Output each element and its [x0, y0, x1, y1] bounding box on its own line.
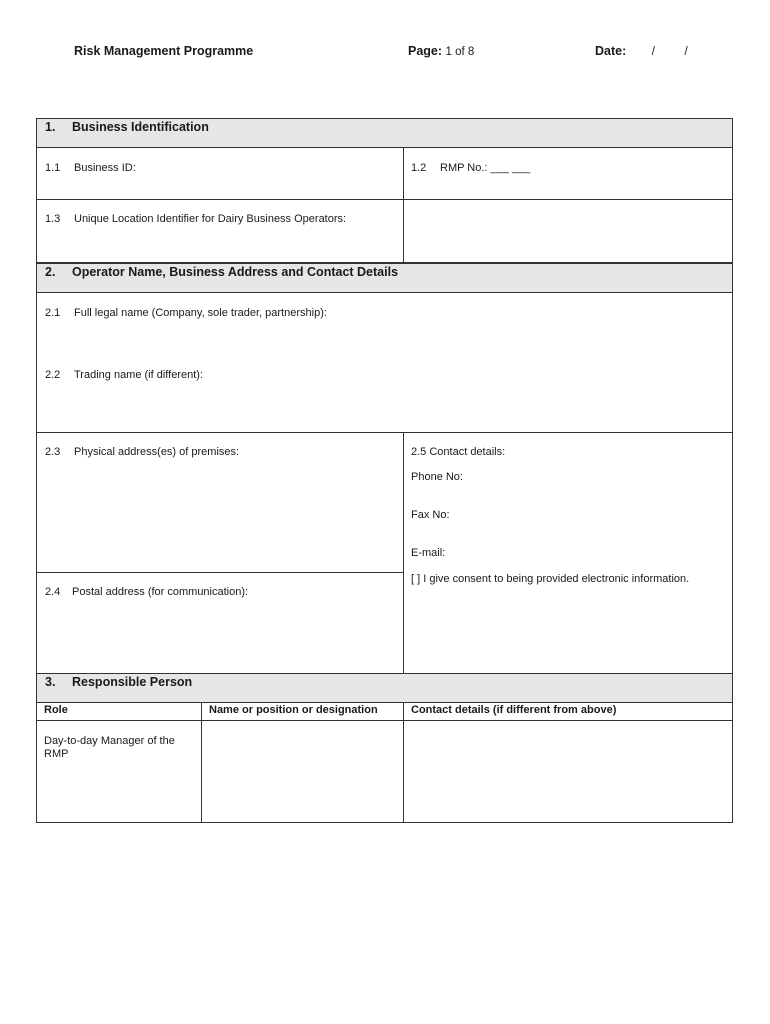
contact-details-label: 2.5 Contact details: — [411, 446, 506, 458]
electronic-consent-checkbox[interactable]: [ ] I give consent to being provided electronic information. — [411, 573, 690, 585]
section-1-header — [36, 118, 733, 148]
trading-name-label: 2.2 Trading name (if different): — [45, 369, 204, 381]
section-number: 2. — [45, 265, 56, 279]
document-title: Risk Management Programme — [74, 44, 254, 58]
section-2-header — [36, 263, 733, 293]
section-3-header — [36, 673, 733, 703]
section-number: 1. — [45, 120, 56, 134]
column-header-contact-text: Contact details (if different from above) — [411, 704, 617, 716]
table-row-name-cell[interactable] — [201, 720, 404, 823]
page-indicator — [408, 44, 474, 58]
email-label: E-mail: — [411, 547, 446, 559]
column-header-role-text: Role — [44, 704, 68, 716]
rmp-number-label: 1.2 RMP No.: ___ ___ — [411, 162, 531, 174]
business-id-label: 1.1 Business ID: — [45, 162, 136, 174]
postal-address-label: 2.4 Postal address (for communication): — [45, 586, 249, 598]
date-label: Date: — [595, 44, 627, 58]
page-label: Page: — [408, 44, 443, 58]
table-row-contact-cell[interactable] — [403, 720, 733, 823]
date-separator: / — [684, 46, 688, 58]
role-day-to-day-manager: Day-to-day Manager of the RMP — [44, 735, 175, 760]
section-number: 3. — [45, 675, 56, 689]
phone-label: Phone No: — [411, 471, 463, 483]
contact-details-field[interactable] — [403, 432, 733, 674]
location-identifier-field[interactable] — [403, 199, 733, 263]
location-identifier-label-cell — [36, 199, 404, 263]
page-number: 1 of 8 — [445, 46, 475, 58]
section-title: Business Identification — [72, 120, 209, 134]
fax-label: Fax No: — [411, 509, 450, 521]
location-identifier-label: 1.3 Unique Location Identifier for Dairy Business Operators: — [45, 213, 347, 225]
section-title: Operator Name, Business Address and Contact Details — [72, 265, 399, 279]
legal-name-label: 2.1 Full legal name (Company, sole trader, partnership): — [45, 307, 327, 319]
column-header-name-text: Name or position or designation — [209, 704, 378, 716]
physical-address-label: 2.3 Physical address(es) of premises: — [45, 446, 240, 458]
date-field — [595, 44, 688, 58]
date-separator: / — [651, 46, 655, 58]
section-title: Responsible Person — [72, 675, 193, 689]
